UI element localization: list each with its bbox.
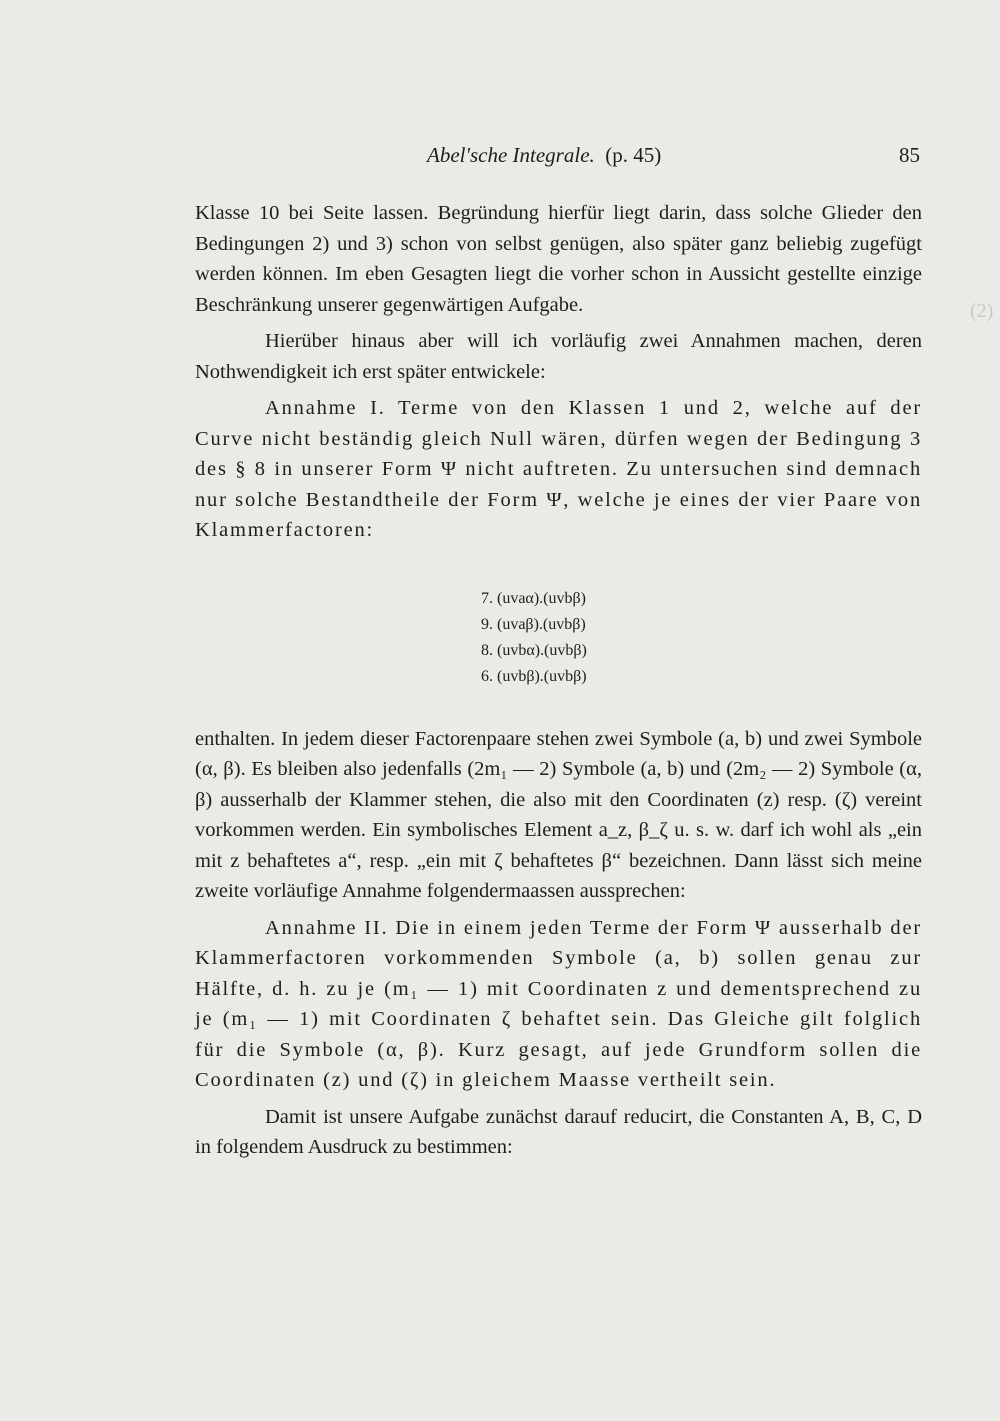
running-title-ref: (p. 45) <box>605 143 662 167</box>
paragraph-annahme-1: Annahme I. Terme von den Klassen 1 und 2, welche auf der Curve nicht beständig gleich Null wären, dürfen wegen der Bedingung 3 des § 8 in unserer Form Ψ nicht auftreten. Zu untersuchen sind demnach nur solche Bestandtheile der Form Ψ, welche je eines der vier Paare von Klammerfactoren: <box>195 397 922 541</box>
paragraph-1: Klasse 10 bei Seite lassen. Begründung hierfür liegt darin, dass solche Glieder den Bedingungen 2) und 3) schon von selbst genügen, also später ganz beliebig zugefügt werden können. Im eben Gesagten liegt die vorher schon in Aussicht gestellte einzige Beschränkung unserer gegenwärtigen Aufgabe. <box>195 202 922 316</box>
paragraph-2: Hierüber hinaus aber will ich vorläufig zwei Annahmen machen, deren Nothwendigkeit ich erst später entwickele: <box>195 330 922 383</box>
body-text <box>195 198 922 1163</box>
paragraph-4: enthalten. In jedem dieser Factorenpaare stehen zwei Symbole (a, b) und zwei Symbole (α, β). Es bleiben also jedenfalls (2m₁ — 2) Symbole (a, b) und (2m₂ — 2) Symbole (α, β) ausserhalb der Klammer stehen, die also mit den Coordinaten (z) resp. (ζ) vereint vorkommen werden. Ein symbolisches Element a_z, β_ζ u. s. w. darf ich wohl als „ein mit z behaftetes a“, resp. „ein mit ζ behaftetes β“ bezeichnen. Dann lässt sich meine zweite vorläufige Annahme folgendermaassen aussprechen: <box>195 727 922 902</box>
paragraph-annahme-2: Annahme II. Die in einem jeden Terme der Form Ψ ausserhalb der Klammerfactoren vorkommenden Symbole (a, b) sollen genau zur Hälfte, d. h. zu je (m₁ — 1) mit Coordinaten z und dementsprechend zu je (m₁ — 1) mit Coordinaten ζ behaftet sein. Das Gleiche gilt folglich für die Symbole (α, β). Kurz gesagt, auf jede Grundform sollen die Coordinaten (z) und (ζ) in gleichem Maasse vertheilt sein. <box>195 916 922 1091</box>
formula-9: 9. (uvaβ).(uvbβ) <box>481 615 586 633</box>
formula-8: 8. (uvbα).(uvbβ) <box>481 641 587 659</box>
formula-list <box>481 586 922 690</box>
page-number: 85 <box>899 143 920 167</box>
bleed-through-mark: (2) <box>970 300 994 322</box>
running-title <box>427 143 661 168</box>
running-header <box>195 143 920 173</box>
formula-6: 6. (uvbβ).(uvbβ) <box>481 667 587 685</box>
paragraph-6: Damit ist unsere Aufgabe zunächst darauf reducirt, die Constanten A, B, C, D in folgendem Ausdruck zu bestimmen: <box>195 1105 922 1158</box>
running-title-italic: Abel'sche Integrale. <box>427 143 595 167</box>
formula-7: 7. (uvaα).(uvbβ) <box>481 589 586 607</box>
